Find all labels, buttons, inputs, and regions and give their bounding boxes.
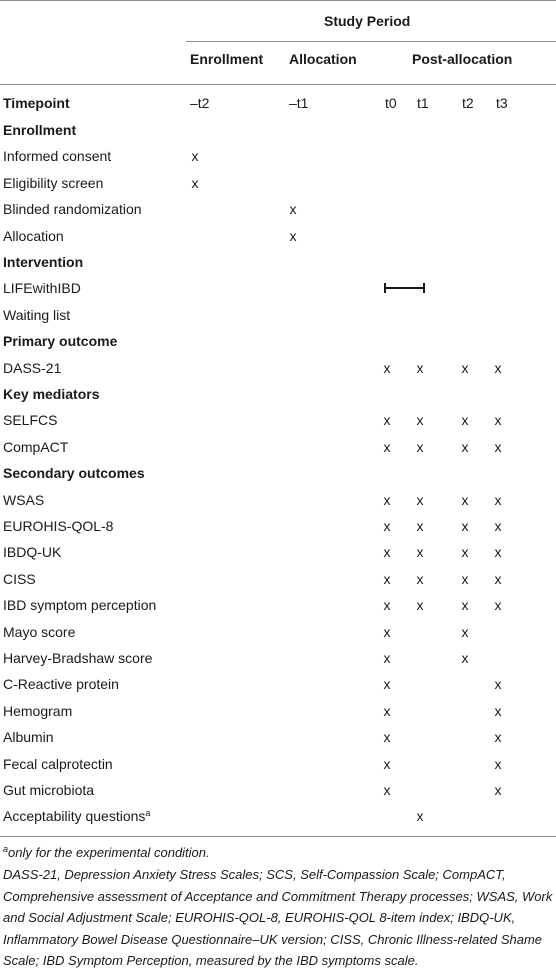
enrollment-header: Enrollment	[190, 51, 264, 67]
row-label-text: EUROHIS-QOL-8	[3, 518, 114, 534]
row-label-text: LIFEwithIBD	[3, 280, 81, 296]
row-label-text: Gut microbiota	[3, 782, 95, 798]
row-label-text: Informed consent	[3, 148, 112, 164]
row-label	[3, 623, 75, 641]
timepoint-t3: t3	[496, 95, 508, 111]
row-label-text: Acceptability questions	[3, 808, 146, 824]
schedule-mark-t3: x	[494, 412, 502, 428]
footnote-marker: a	[145, 808, 151, 818]
schedule-mark-t1: x	[416, 571, 424, 587]
schedule-mark-t0: x	[383, 650, 391, 666]
schedule-mark-t3: x	[494, 360, 502, 376]
row-label	[3, 807, 150, 825]
schedule-mark-t3: x	[494, 703, 502, 719]
row-label	[3, 200, 142, 218]
allocation-header: Allocation	[289, 51, 357, 67]
schedule-mark-t3: x	[494, 439, 502, 455]
row-label-text: Eligibility screen	[3, 175, 104, 191]
section-heading	[3, 332, 117, 350]
footnote-abbreviations: DASS-21, Depression Anxiety Stress Scales; SCS, Self-Compassion Scale; CompACT, Comprehensive assessment of Acceptance and Commitment Therapy processes; WSAS, Work and Social Adjustment Scale; EUROHIS-QOL-8, EUROHIS-QOL 8-item index; IBDQ-UK, Inflammatory Bowel Disease Questionnaire–UK version; CISS, Chronic Illness-related Shame Scale; IBD Symptom Perception, measured by the IBD symptoms scale.	[3, 867, 553, 968]
schedule-mark-t2: x	[461, 624, 469, 640]
row-label	[3, 649, 152, 667]
schedule-mark-t3: x	[494, 571, 502, 587]
row-label-text: IBDQ-UK	[3, 544, 62, 560]
row-label	[3, 411, 57, 429]
schedule-mark-t1: x	[416, 360, 424, 376]
schedule-mark-t0: x	[383, 492, 391, 508]
schedule-mark-t3: x	[494, 676, 502, 692]
row-label	[3, 438, 68, 456]
row-label-text: WSAS	[3, 492, 45, 508]
row-label	[3, 227, 64, 245]
header-rule	[0, 84, 556, 85]
schedule-mark-t3: x	[494, 597, 502, 613]
row-label-text: C-Reactive protein	[3, 676, 119, 692]
timepoint-t2: t2	[462, 95, 474, 111]
schedule-mark-t1: x	[416, 412, 424, 428]
schedule-mark-t0: x	[383, 782, 391, 798]
row-label-text: SELFCS	[3, 412, 58, 428]
schedule-mark-t1: x	[416, 597, 424, 613]
schedule-mark-t3: x	[494, 756, 502, 772]
row-label-text: Waiting list	[3, 307, 71, 323]
row-label	[3, 543, 61, 561]
schedule-mark-t2: x	[461, 597, 469, 613]
schedule-mark-t0: x	[383, 703, 391, 719]
row-label	[3, 147, 111, 165]
row-label-text: Intervention	[3, 254, 84, 270]
schedule-mark-t1: x	[416, 544, 424, 560]
timepoint-allocation: –t1	[289, 95, 309, 111]
schedule-mark-t2: x	[461, 650, 469, 666]
row-label	[3, 755, 113, 773]
row-label-text: DASS-21	[3, 360, 62, 376]
schedule-mark-t1: x	[416, 439, 424, 455]
schedule-mark-t0: x	[383, 756, 391, 772]
row-label-text: CompACT	[3, 439, 69, 455]
row-label-text: Secondary outcomes	[3, 465, 145, 481]
row-label	[3, 781, 94, 799]
schedule-mark-enr: x	[191, 175, 199, 191]
schedule-mark-t2: x	[461, 544, 469, 560]
schedule-mark-t1: x	[416, 808, 424, 824]
schedule-mark-t3: x	[494, 782, 502, 798]
row-label	[3, 279, 81, 297]
post-allocation-header: Post-allocation	[412, 51, 513, 67]
schedule-mark-t0: x	[383, 729, 391, 745]
timepoint-enrollment: –t2	[190, 95, 210, 111]
schedule-mark-t1: x	[416, 518, 424, 534]
row-label-text: CISS	[3, 571, 36, 587]
row-label	[3, 596, 156, 614]
row-label	[3, 174, 103, 192]
schedule-mark-t2: x	[461, 439, 469, 455]
study-period-rule	[186, 41, 556, 42]
intervention-duration-bar	[384, 287, 425, 289]
footnote-a	[3, 842, 553, 864]
schedule-mark-t0: x	[383, 597, 391, 613]
row-label	[3, 359, 61, 377]
schedule-mark-t0: x	[383, 676, 391, 692]
row-label-text: Key mediators	[3, 386, 100, 402]
row-label-text: Harvey-Bradshaw score	[3, 650, 153, 666]
schedule-mark-t2: x	[461, 360, 469, 376]
schedule-mark-t0: x	[383, 544, 391, 560]
schedule-mark-t0: x	[383, 360, 391, 376]
row-label-text: Enrollment	[3, 122, 77, 138]
schedule-mark-alloc: x	[289, 201, 297, 217]
row-label-text: Primary outcome	[3, 333, 118, 349]
row-label	[3, 517, 113, 535]
row-label	[3, 306, 70, 324]
row-label	[3, 675, 119, 693]
row-label-text: Hemogram	[3, 703, 73, 719]
row-label-text: Albumin	[3, 729, 54, 745]
schedule-mark-alloc: x	[289, 228, 297, 244]
schedule-mark-t3: x	[494, 518, 502, 534]
row-label-text: IBD symptom perception	[3, 597, 157, 613]
row-label	[3, 570, 36, 588]
schedule-mark-t2: x	[461, 492, 469, 508]
study-period-header: Study Period	[324, 13, 411, 29]
schedule-mark-t3: x	[494, 492, 502, 508]
row-label	[3, 728, 54, 746]
table-bottom-rule	[0, 836, 556, 837]
timepoint-t0: t0	[385, 95, 397, 111]
schedule-mark-t0: x	[383, 412, 391, 428]
schedule-mark-enr: x	[191, 148, 199, 164]
schedule-mark-t3: x	[494, 544, 502, 560]
row-label-text: Allocation	[3, 228, 64, 244]
table-top-rule	[0, 0, 556, 1]
row-label-text: Mayo score	[3, 624, 76, 640]
row-label	[3, 702, 72, 720]
footnote-a-mark: a	[3, 844, 9, 854]
section-heading	[3, 464, 145, 482]
row-label-text: Blinded randomization	[3, 201, 142, 217]
schedule-mark-t0: x	[383, 571, 391, 587]
schedule-mark-t0: x	[383, 518, 391, 534]
section-heading	[3, 121, 76, 139]
schedule-mark-t0: x	[383, 624, 391, 640]
row-label	[3, 491, 44, 509]
row-label-text: Fecal calprotectin	[3, 756, 113, 772]
schedule-mark-t1: x	[416, 492, 424, 508]
schedule-mark-t3: x	[494, 729, 502, 745]
section-heading	[3, 253, 83, 271]
timepoint-t1: t1	[417, 95, 429, 111]
schedule-mark-t2: x	[461, 518, 469, 534]
section-heading	[3, 385, 99, 403]
timepoint-label: Timepoint	[3, 95, 70, 111]
footnote-a-text: only for the experimental condition.	[8, 845, 210, 860]
schedule-mark-t2: x	[461, 412, 469, 428]
schedule-mark-t2: x	[461, 571, 469, 587]
schedule-mark-t0: x	[383, 439, 391, 455]
